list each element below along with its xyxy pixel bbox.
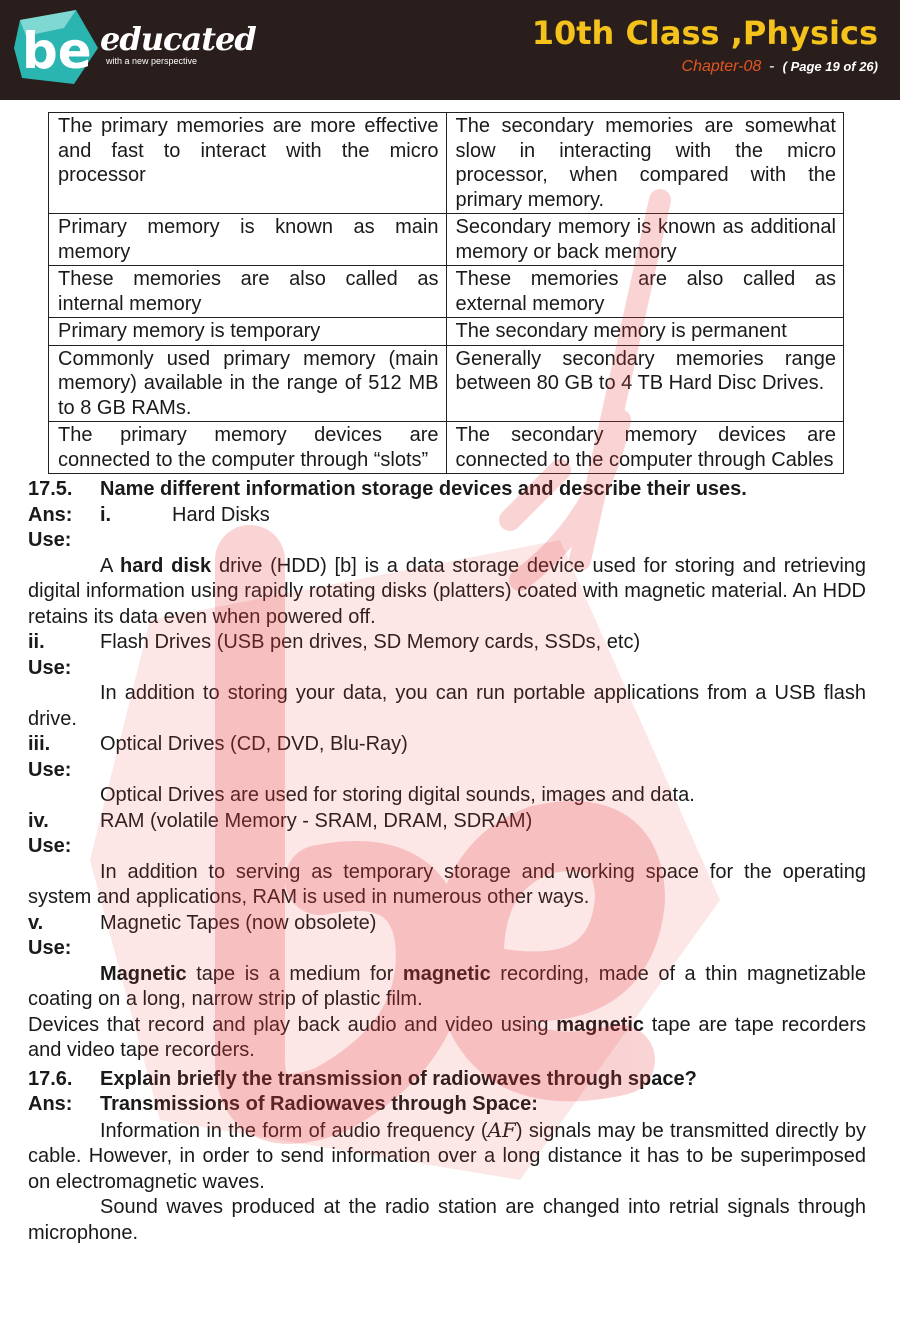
chapter-label: Chapter-08 xyxy=(681,58,762,75)
item-name: Flash Drives (USB pen drives, SD Memory cards, SSDs, etc) xyxy=(100,631,641,653)
use-text: drive (HDD) [b] is a data storage device used for storing and retrieving digital information using rapidly rotating disks (platters) coated with magnetic material. An HDD retains its data even when powered off. xyxy=(28,554,867,628)
table-row xyxy=(49,214,844,266)
primary-cell: The primary memories are more effective and fast to interact with the micro processor xyxy=(49,113,447,214)
use-bold: hard disk xyxy=(120,554,212,577)
use-text: A xyxy=(100,554,121,577)
secondary-cell: The secondary memories are somewhat slow in interacting with the micro processor, when compared with the primary memory. xyxy=(446,113,844,214)
answer-paragraph xyxy=(28,1118,866,1196)
memory-comparison-table xyxy=(48,112,844,474)
item-line xyxy=(28,809,866,835)
question-text: Name different information storage devices and describe their uses. xyxy=(100,478,747,500)
item-roman: iv. xyxy=(28,809,49,832)
secondary-cell: Generally secondary memories range between 80 GB to 4 TB Hard Disc Drives. xyxy=(446,345,844,422)
question-17-6 xyxy=(28,1067,866,1093)
answer-title-line xyxy=(28,1092,866,1118)
table-row xyxy=(49,113,844,214)
use-bold: Magnetic xyxy=(100,962,187,985)
ans-label: Ans: xyxy=(28,503,73,526)
logo-tagline: with a new perspective xyxy=(106,56,198,66)
answer-text: Information in the form of audio frequency ( xyxy=(100,1119,488,1142)
item-name: Magnetic Tapes (now obsolete) xyxy=(100,911,377,934)
logo-wordmark: educated xyxy=(100,20,256,58)
use-paragraph xyxy=(28,1013,866,1064)
primary-cell: Primary memory is temporary xyxy=(49,318,447,346)
use-text: recording, made of a thin magnetizable coating on a long, narrow strip of plastic film. xyxy=(28,962,866,1010)
table-row xyxy=(49,318,844,346)
secondary-cell: Secondary memory is known as additional memory or back memory xyxy=(446,214,844,266)
ans-label: Ans: xyxy=(28,1093,73,1115)
page-subtitle xyxy=(682,58,878,76)
primary-cell: Primary memory is known as main memory xyxy=(49,214,447,266)
page-title: 10th Class ,Physics xyxy=(531,14,878,52)
question-number: 17.6. xyxy=(28,1067,73,1090)
use-bold: magnetic xyxy=(556,1013,645,1036)
item-roman: ii. xyxy=(28,631,45,653)
secondary-cell: The secondary memory devices are connected to the computer through Cables xyxy=(446,422,844,474)
use-paragraph xyxy=(28,962,866,1013)
use-bold: magnetic xyxy=(402,962,491,985)
use-paragraph xyxy=(28,554,866,631)
table-row xyxy=(49,422,844,474)
item-line xyxy=(28,630,866,656)
page-number: ( Page 19 of 26) xyxy=(782,59,878,74)
be-logo-icon xyxy=(14,8,100,86)
primary-cell: These memories are also called as internal memory xyxy=(49,266,447,318)
secondary-cell: These memories are also called as external memory xyxy=(446,266,844,318)
use-text: tape is a medium for xyxy=(186,962,403,985)
item-line xyxy=(28,911,866,937)
use-label: Use: xyxy=(28,656,72,679)
answer-title: Transmissions of Radiowaves through Space: xyxy=(100,1093,538,1115)
subtitle-dash: - xyxy=(769,58,775,75)
page-header xyxy=(0,0,900,100)
answer-text: ) signals may be transmitted directly by cable. However, in order to send information over a long distance it has to be superimposed on electromagnetic waves. xyxy=(28,1119,867,1193)
use-paragraph: In addition to serving as temporary storage and working space for the operating system and applications, RAM is used in numerous other ways. xyxy=(28,860,866,908)
svg-text:be: be xyxy=(22,22,92,80)
answer-paragraph: Sound waves produced at the radio station are changed into retrial signals through microphone. xyxy=(28,1196,866,1244)
question-17-5 xyxy=(28,477,866,503)
item-roman: v. xyxy=(28,911,44,934)
use-label: Use: xyxy=(28,529,72,551)
use-text: Devices that record and play back audio and video using xyxy=(28,1013,557,1036)
item-name: Hard Disks xyxy=(172,503,270,526)
question-text: Explain briefly the transmission of radiowaves through space? xyxy=(100,1067,697,1090)
page-content xyxy=(28,112,866,1246)
item-roman: iii. xyxy=(28,733,51,755)
use-label: Use: xyxy=(28,835,72,857)
item-roman: i. xyxy=(100,503,112,526)
question-number: 17.5. xyxy=(28,478,73,500)
secondary-cell: The secondary memory is permanent xyxy=(446,318,844,346)
primary-cell: Commonly used primary memory (main memory) available in the range of 512 MB to 8 GB RAMs. xyxy=(49,345,447,422)
table-row xyxy=(49,345,844,422)
use-label: Use: xyxy=(28,937,72,959)
primary-cell: The primary memory devices are connected to the computer through “slots” xyxy=(49,422,447,474)
item-line xyxy=(28,732,866,758)
item-name: RAM (volatile Memory - SRAM, DRAM, SDRAM) xyxy=(100,809,533,832)
table-row xyxy=(49,266,844,318)
use-paragraph: In addition to storing your data, you can run portable applications from a USB flash drive. xyxy=(28,682,866,730)
item-name: Optical Drives (CD, DVD, Blu-Ray) xyxy=(100,733,408,755)
use-label: Use: xyxy=(28,758,72,781)
af-symbol: AF xyxy=(487,1117,516,1142)
use-text: tape are tape recorders and video tape recorders. xyxy=(28,1013,866,1061)
answer-line xyxy=(28,503,866,529)
use-paragraph: Optical Drives are used for storing digital sounds, images and data. xyxy=(100,784,695,806)
